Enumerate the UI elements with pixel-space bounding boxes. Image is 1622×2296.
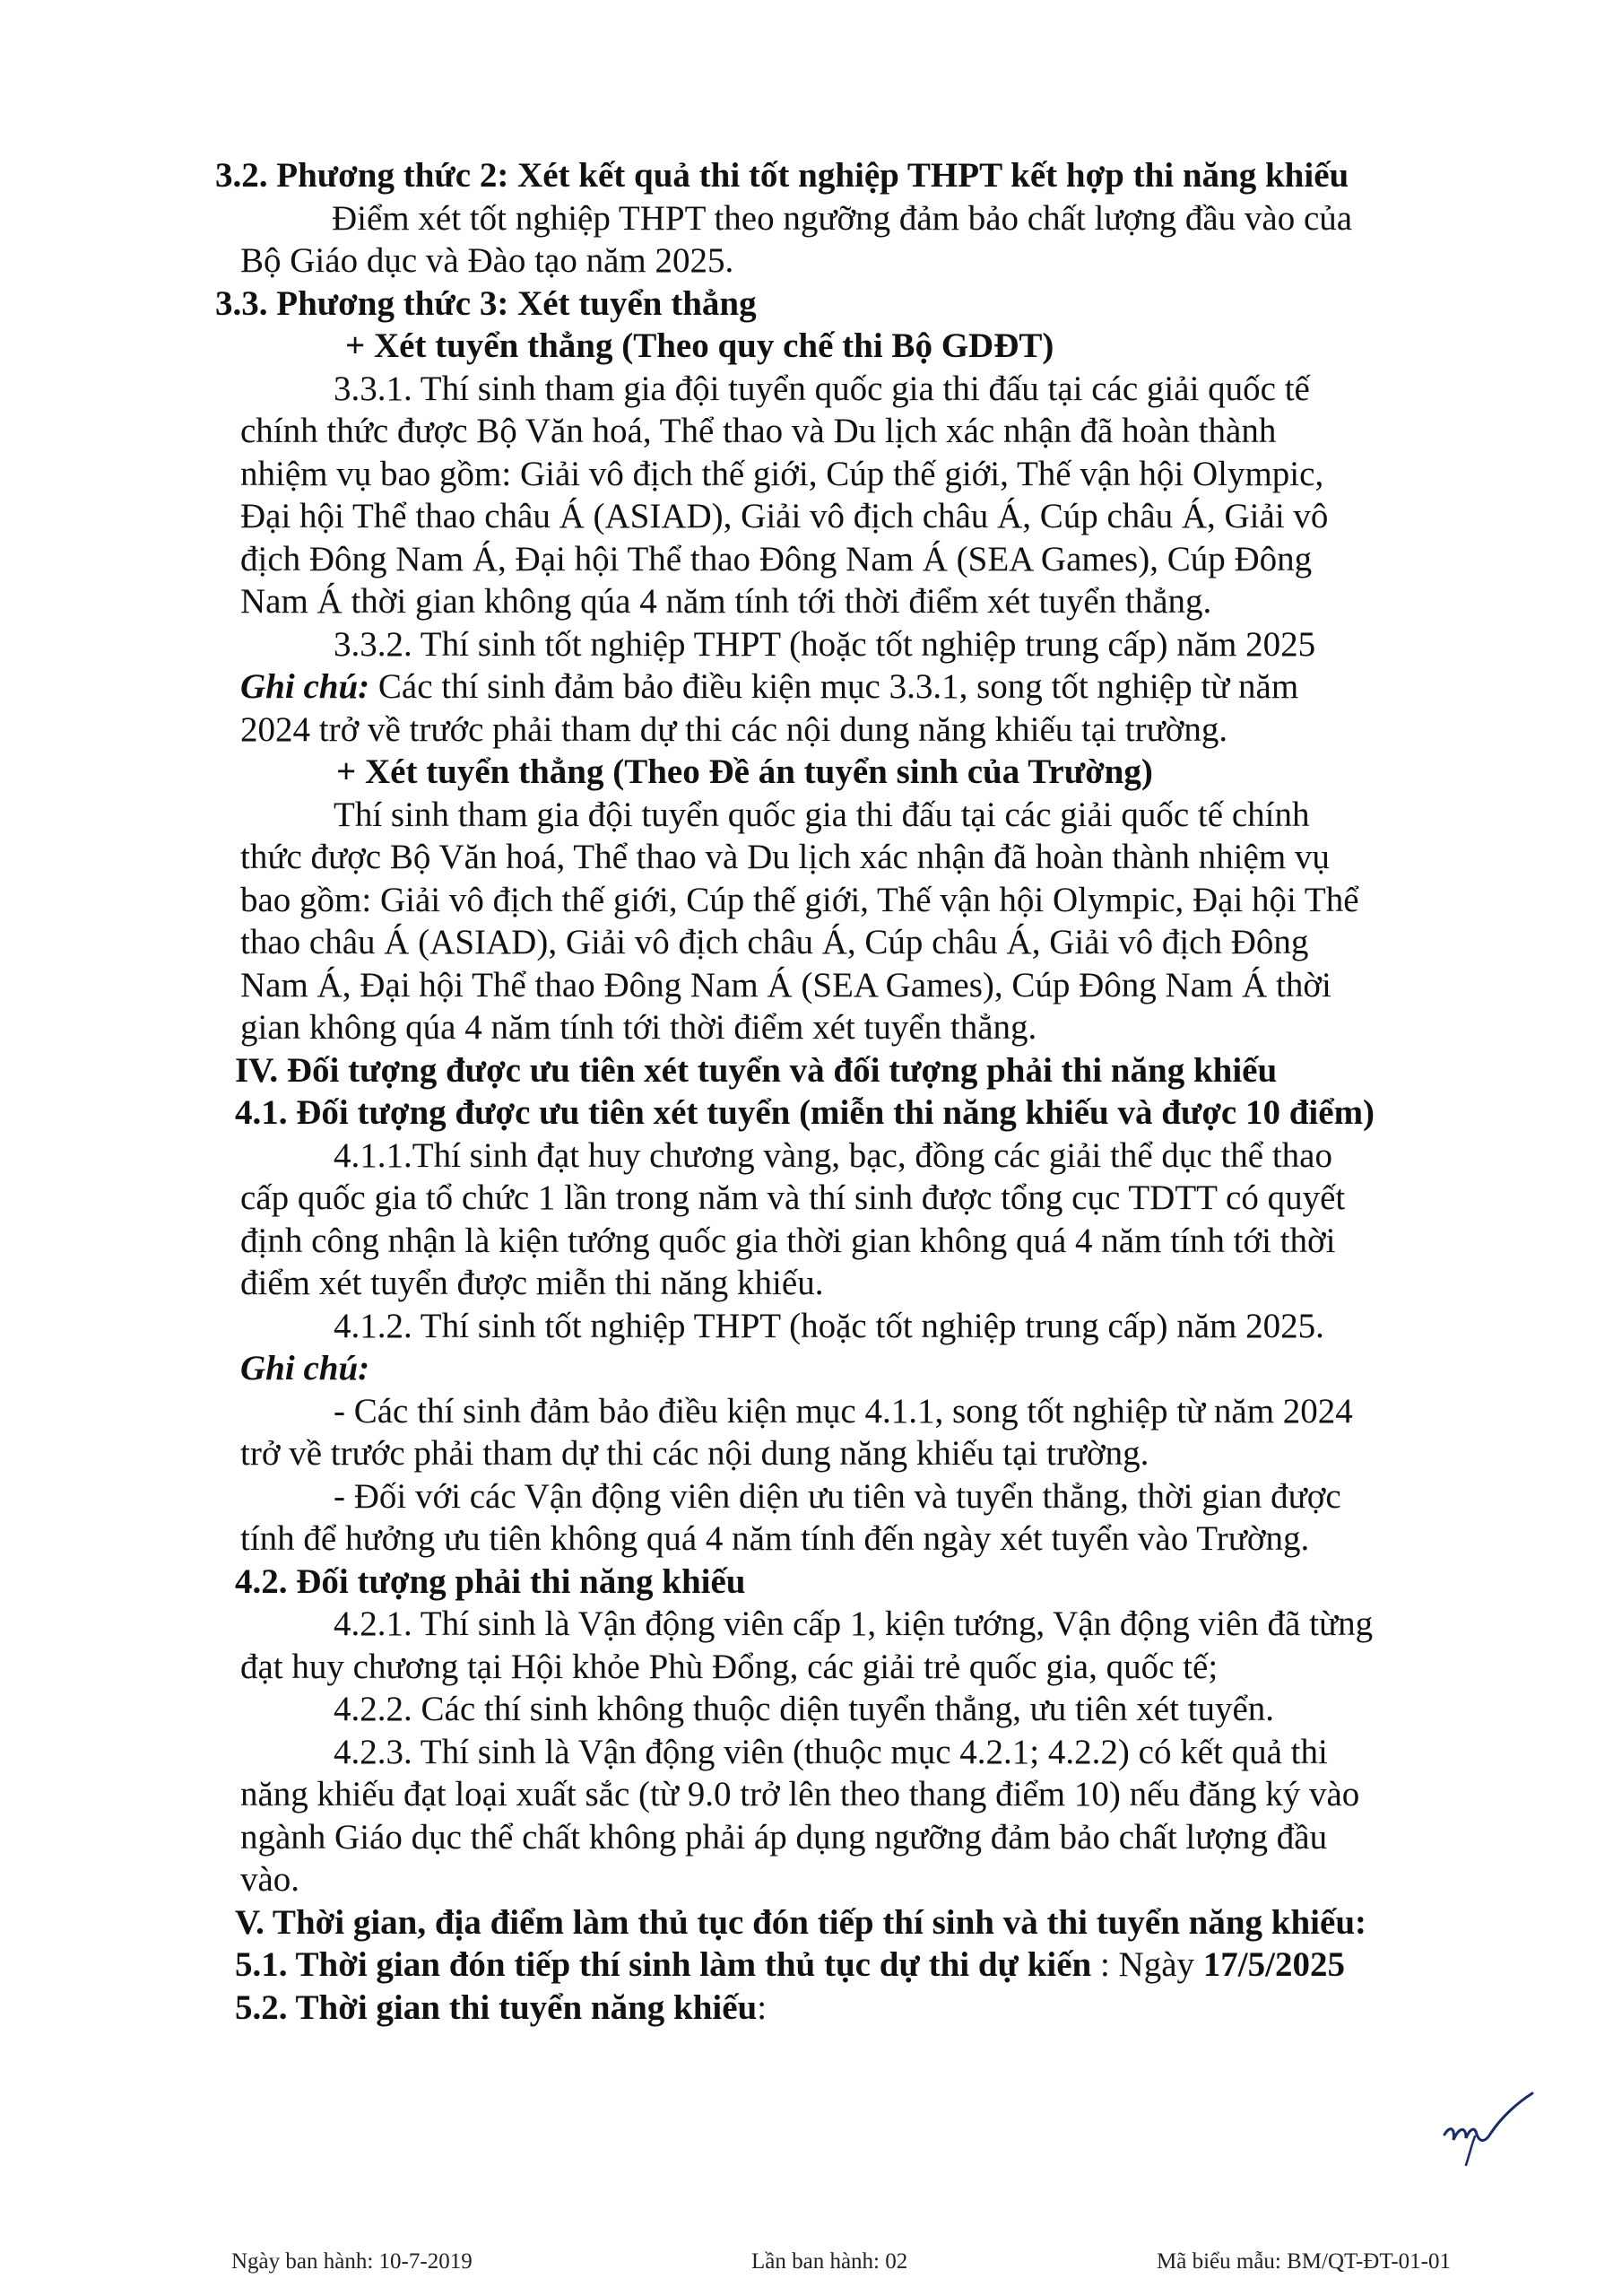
signature-initials (1439, 2090, 1538, 2170)
heading-5-2 (215, 1987, 1479, 2030)
heading-5-1-label: 5.1. Thời gian đón tiếp thí sinh làm thủ tục dự thi dự kiến (235, 1945, 1092, 1984)
paragraph-line: nhiệm vụ bao gồm: Giải vô địch thế giới, Cúp thế giới, Thế vận hội Olympic, (240, 454, 1324, 493)
note-line (215, 665, 1479, 709)
paragraph-line: trở về trước phải tham dự thi các nội dung năng khiếu tại trường. (240, 1434, 1149, 1473)
paragraph-line: Bộ Giáo dục và Đào tạo năm 2025. (240, 241, 734, 280)
subheading-direct-admission-regulation: + Xét tuyển thẳng (Theo quy chế thi Bộ GDĐT) (345, 326, 1054, 365)
heading-section-iv: IV. Đối tượng được ưu tiên xét tuyển và đối tượng phải thi năng khiếu (235, 1050, 1278, 1090)
paragraph-line: điểm xét tuyển được miễn thi năng khiếu. (240, 1264, 824, 1302)
paragraph-line: Điểm xét tốt nghiệp THPT theo ngưỡng đảm bảo chất lượng đầu vào của (332, 198, 1353, 238)
paragraph-line: năng khiếu đạt loại xuất sắc (từ 9.0 trở lên theo thang điểm 10) nếu đăng ký vào (240, 1775, 1360, 1813)
footer-revision: Lần ban hành: 02 (751, 2249, 908, 2274)
paragraph-line: Nam Á thời gian không qúa 4 năm tính tới thời điểm xét tuyển thẳng. (240, 582, 1212, 621)
paragraph-line: thức được Bộ Văn hoá, Thể thao và Du lịch xác nhận đã hoàn thành nhiệm vụ (240, 838, 1330, 876)
footer-issued-date: Ngày ban hành: 10-7-2019 (231, 2249, 473, 2274)
heading-5-2-colon: : (757, 1987, 768, 2027)
reception-date: 17/5/2025 (1202, 1945, 1345, 1984)
paragraph-line: vào. (240, 1860, 300, 1899)
heading-4-1: 4.1. Đối tượng được ưu tiên xét tuyển (miễn thi năng khiếu và được 10 điểm) (235, 1093, 1375, 1132)
paragraph-line: chính thức được Bộ Văn hoá, Thể thao và Du lịch xác nhận đã hoàn thành (240, 412, 1277, 450)
paragraph-line: 3.3.1. Thí sinh tham gia đội tuyển quốc gia thi đấu tại các giải quốc tế (334, 369, 1310, 408)
note-label: Ghi chú: (240, 1349, 370, 1387)
paragraph-line: Nam Á, Đại hội Thể thao Đông Nam Á (SEA Games), Cúp Đông Nam Á thời (240, 965, 1331, 1004)
heading-section-v: V. Thời gian, địa điểm làm thủ tục đón tiếp thí sinh và thi tuyển năng khiếu: (235, 1902, 1366, 1942)
paragraph-line: Thí sinh tham gia đội tuyển quốc gia thi đấu tại các giải quốc tế chính (334, 795, 1310, 834)
paragraph-line: gian không qúa 4 năm tính tới thời điểm xét tuyển thẳng. (240, 1008, 1037, 1047)
heading-4-2: 4.2. Đối tượng phải thi năng khiếu (235, 1561, 746, 1601)
paragraph-line: 2024 trở về trước phải tham dự thi các nội dung năng khiếu tại trường. (240, 709, 1228, 749)
paragraph-line: bao gồm: Giải vô địch thế giới, Cúp thế giới, Thế vận hội Olympic, Đại hội Thể (240, 880, 1359, 919)
subheading-direct-admission-school: + Xét tuyển thẳng (Theo Đề án tuyển sinh của Trường) (336, 752, 1153, 791)
paragraph-line: ngành Giáo dục thể chất không phải áp dụng ngưỡng đảm bảo chất lượng đầu (240, 1817, 1328, 1857)
paragraph-line: - Các thí sinh đảm bảo điều kiện mục 4.1.1, song tốt nghiệp từ năm 2024 (334, 1391, 1353, 1431)
heading-3-3: 3.3. Phương thức 3: Xét tuyển thẳng (215, 283, 757, 323)
paragraph-line: 4.2.1. Thí sinh là Vận động viên cấp 1, kiện tướng, Vận động viên đã từng (334, 1605, 1374, 1643)
paragraph-line: định công nhận là kiện tướng quốc gia thời gian không quá 4 năm tính tới thời (240, 1221, 1336, 1260)
paragraph-line: đạt huy chương tại Hội khỏe Phù Đổng, các giải trẻ quốc gia, quốc tế; (240, 1647, 1219, 1686)
paragraph-line: 3.3.2. Thí sinh tốt nghiệp THPT (hoặc tốt nghiệp trung cấp) năm 2025 (334, 624, 1316, 664)
note-label: Ghi chú: (240, 667, 370, 706)
paragraph-line: cấp quốc gia tổ chức 1 lần trong năm và thí sinh được tổng cục TDTT có quyết (240, 1178, 1346, 1217)
paragraph-line: 4.1.2. Thí sinh tốt nghiệp THPT (hoặc tốt nghiệp trung cấp) năm 2025. (334, 1306, 1324, 1345)
footer-form-code: Mã biểu mẫu: BM/QT-ĐT-01-01 (1157, 2249, 1451, 2274)
heading-5-2-label: 5.2. Thời gian thi tuyển năng khiếu (235, 1987, 758, 2027)
note-text: Các thí sinh đảm bảo điều kiện mục 3.3.1, song tốt nghiệp từ năm (369, 667, 1299, 706)
paragraph-line: - Đối với các Vận động viên diện ưu tiên và tuyển thẳng, thời gian được (334, 1476, 1341, 1516)
heading-5-1-text: : Ngày (1091, 1945, 1203, 1984)
paragraph-line: 4.1.1.Thí sinh đạt huy chương vàng, bạc, đồng các giải thể dục thể thao (334, 1135, 1332, 1175)
heading-3-2: 3.2. Phương thức 2: Xét kết quả thi tốt nghiệp THPT kết hợp thi năng khiếu (215, 156, 1349, 195)
paragraph-line: tính để hưởng ưu tiên không quá 4 năm tính đến ngày xét tuyển vào Trường. (240, 1519, 1310, 1558)
document-body (215, 154, 1479, 2029)
paragraph-line: 4.2.3. Thí sinh là Vận động viên (thuộc mục 4.2.1; 4.2.2) có kết quả thi (334, 1732, 1328, 1771)
paragraph-line: 4.2.2. Các thí sinh không thuộc diện tuyển thẳng, ưu tiên xét tuyển. (334, 1690, 1275, 1728)
paragraph-line: Đại hội Thể thao châu Á (ASIAD), Giải vô địch châu Á, Cúp châu Á, Giải vô (240, 497, 1329, 535)
heading-5-1 (215, 1944, 1479, 1987)
paragraph-line: thao châu Á (ASIAD), Giải vô địch châu Á, Cúp châu Á, Giải vô địch Đông (240, 923, 1309, 961)
paragraph-line: địch Đông Nam Á, Đại hội Thể thao Đông Nam Á (SEA Games), Cúp Đông (240, 539, 1313, 578)
